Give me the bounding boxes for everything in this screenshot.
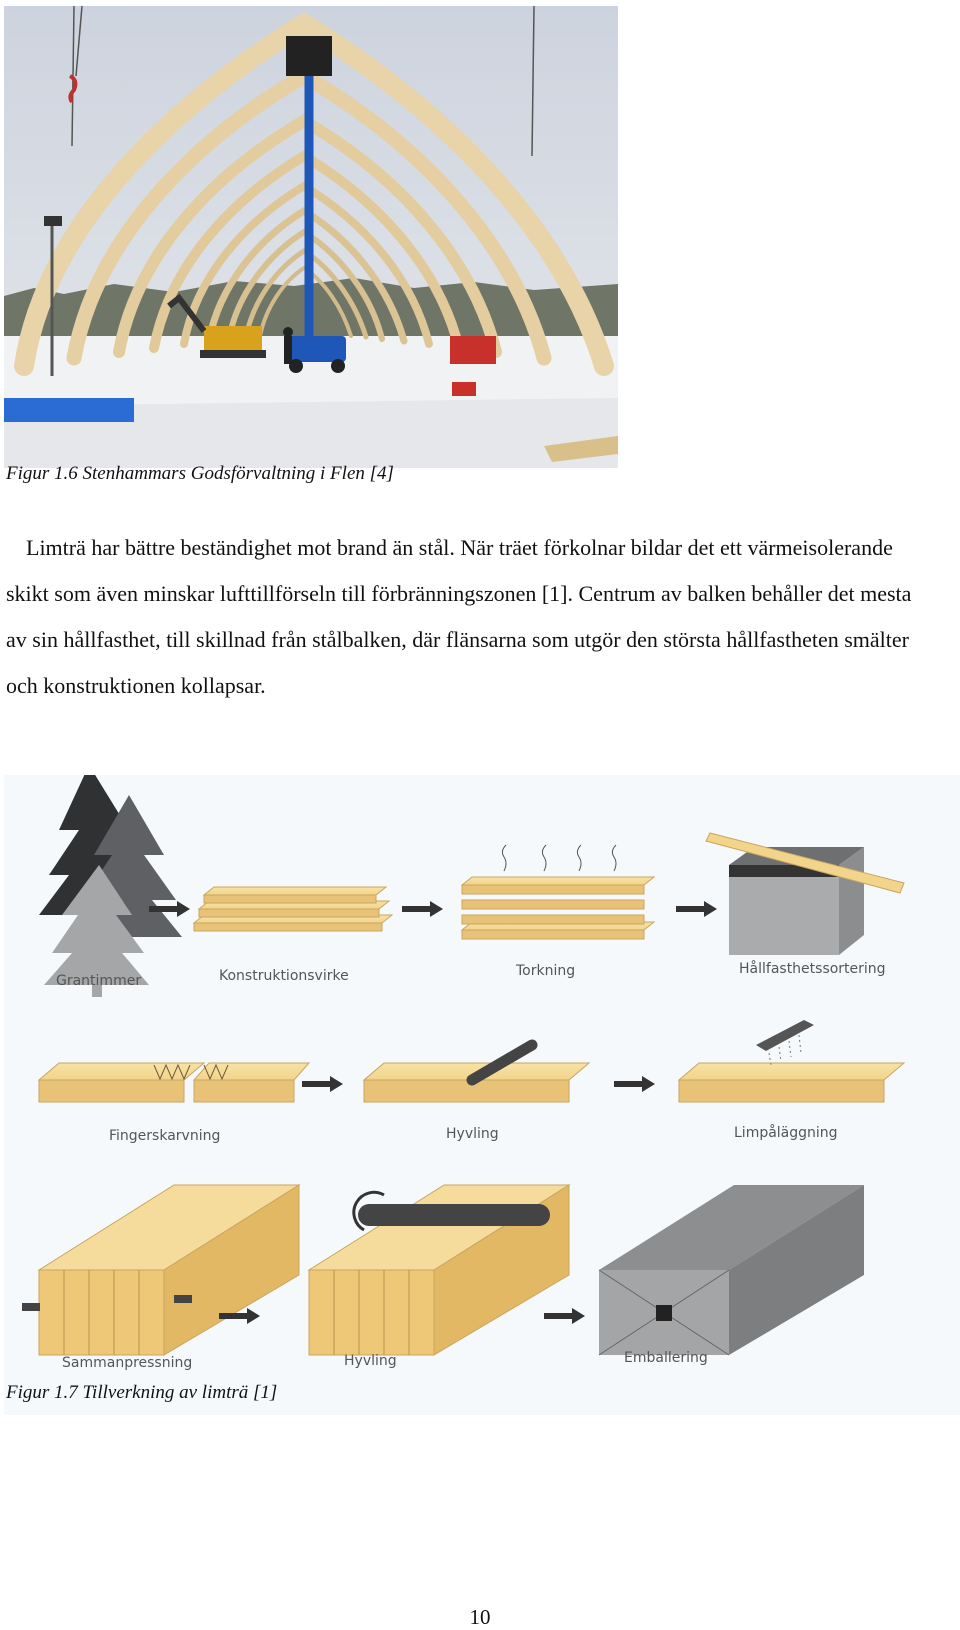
finger-joint-illustration bbox=[39, 1063, 309, 1102]
label-konstruktionsvirke: Konstruktionsvirke bbox=[219, 968, 349, 984]
label-torkning: Torkning bbox=[516, 963, 576, 979]
glulam-process-diagram bbox=[4, 775, 960, 1435]
figure-1-7-caption: Figur 1.7 Tillverkning av limträ [1] bbox=[6, 1382, 278, 1403]
arch-hall-photo bbox=[4, 6, 618, 468]
body-paragraph-text: Limträ har bättre beständighet mot brand än stål. När träet förkolnar bildar det ett värmeisolerande skikt som även minskar lufttillförseln till förbränningszonen [1]. Centrum av balken behåller det mesta av sin hållfasthet, till skillnad från stålbalken, där flänsarna som utgör den största hållfastheten smälter och konstruktionen kollapsar. bbox=[6, 535, 912, 698]
label-sammanpressning: Sammanpressning bbox=[62, 1355, 193, 1371]
label-limpalaggning: Limpåläggning bbox=[734, 1125, 838, 1141]
figure-1-6-caption: Figur 1.6 Stenhammars Godsförvaltning i Flen [4] bbox=[6, 463, 394, 484]
label-emballering: Emballering bbox=[624, 1350, 708, 1366]
page-number: 10 bbox=[469, 1605, 491, 1629]
lumber-stack-illustration bbox=[194, 887, 392, 931]
label-grantimmer: Grantimmer bbox=[56, 973, 142, 989]
label-hallfasthetssortering: Hållfasthetssortering bbox=[739, 961, 886, 977]
body-paragraph bbox=[6, 525, 936, 709]
label-hyvling-2: Hyvling bbox=[344, 1353, 397, 1369]
label-fingerskarvning: Fingerskarvning bbox=[109, 1128, 221, 1144]
label-hyvling-1: Hyvling bbox=[446, 1126, 499, 1142]
